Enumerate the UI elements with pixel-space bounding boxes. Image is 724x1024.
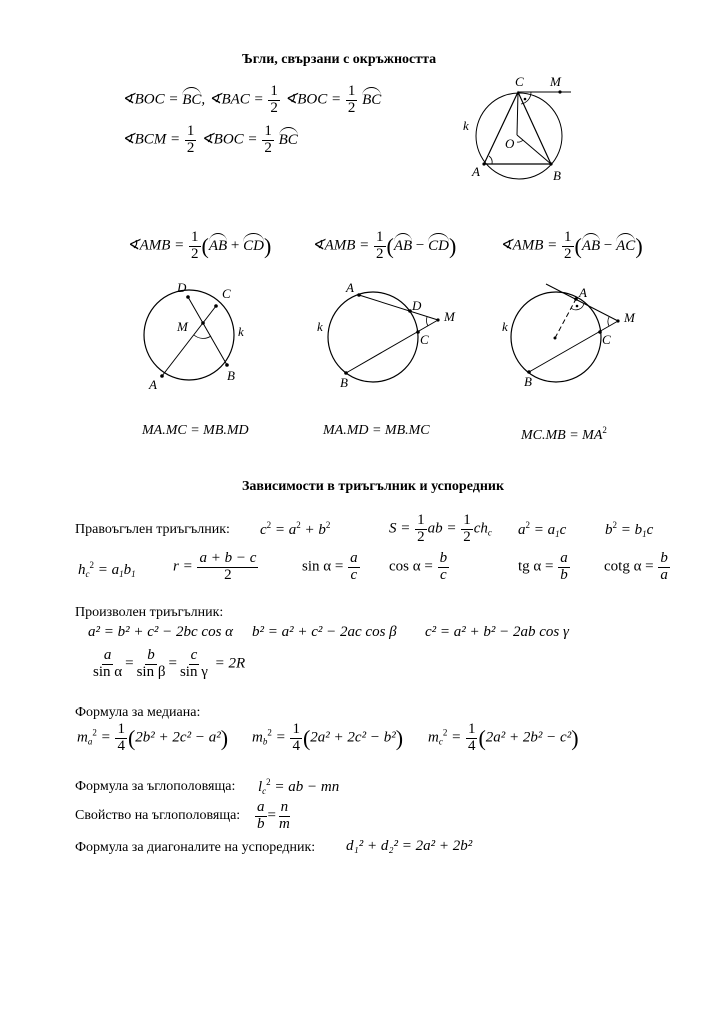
- label-right-triangle: Правоъгълен триъгълник:: [75, 522, 230, 537]
- formula-text: = 2R: [214, 655, 246, 672]
- fraction-half: [262, 124, 274, 157]
- arc-bc: BC: [182, 91, 202, 108]
- formula-text: + b: [300, 522, 326, 538]
- formula-area: [389, 513, 492, 546]
- formula-text: S =: [389, 520, 411, 537]
- label-c: C: [222, 286, 231, 301]
- angle-mark-m: [608, 317, 609, 326]
- formula-inradius: [173, 551, 259, 584]
- formula-text: ∢BOC =: [284, 91, 342, 108]
- label-arbitrary-triangle: Произволен триъгълник:: [75, 605, 224, 620]
- subscript: 1: [119, 569, 124, 579]
- formula-tg: [518, 551, 571, 584]
- exponent: 2: [442, 727, 448, 738]
- fraction-half: [374, 230, 386, 263]
- numerator: 1: [191, 229, 199, 245]
- chord-db: [188, 297, 227, 365]
- fraction: [277, 800, 292, 833]
- fraction-half: [415, 513, 427, 546]
- var: c: [646, 522, 654, 538]
- formula-text: 2b² + 2c² − a²: [135, 729, 221, 746]
- subscript: c: [438, 736, 443, 747]
- exponent: 2: [602, 425, 607, 435]
- denominator: 2: [264, 139, 272, 156]
- label-k: k: [463, 118, 469, 133]
- point-d: [186, 295, 190, 299]
- equals: =: [447, 729, 462, 746]
- subscript: c: [262, 786, 267, 796]
- fraction: [290, 722, 302, 755]
- equals: =: [168, 655, 177, 672]
- fraction: [135, 648, 168, 681]
- circle-k: [476, 93, 562, 179]
- denominator: 2: [347, 99, 356, 116]
- diagram-tangent-secant: [490, 275, 650, 395]
- label-a: A: [149, 377, 157, 392]
- formula-bisector-property: [254, 800, 293, 833]
- denominator: sin β: [136, 663, 166, 680]
- subscript: 1: [131, 569, 136, 579]
- numerator: 1: [292, 721, 300, 737]
- formula-text: = ab − mn: [270, 779, 340, 795]
- var: b: [605, 522, 613, 538]
- formula-text: 2a² + 2c² − b²: [310, 729, 396, 746]
- chord-ac: [162, 306, 216, 376]
- numerator: b: [660, 550, 668, 566]
- point-a: [574, 297, 578, 301]
- label-c: C: [602, 332, 611, 347]
- formula-tangent-chord: [122, 124, 298, 157]
- var: b: [123, 562, 132, 578]
- exponent: 2: [92, 727, 97, 738]
- numerator: 1: [347, 83, 356, 99]
- point-m: [201, 321, 205, 325]
- formula-cosine-law-b: b² = a² + c² − 2ac cos β: [252, 624, 397, 640]
- angle-dot: [524, 98, 527, 101]
- label-m: M: [624, 310, 635, 325]
- fraction: [197, 551, 258, 584]
- fraction-half: [562, 230, 574, 263]
- denominator: 4: [467, 737, 476, 754]
- formula-cosine-law-c: c² = a² + b² − 2ab cos γ: [425, 624, 569, 640]
- formula-parallelogram: d₁² + d₂² = 2a² + 2b²: [346, 838, 473, 854]
- formula-text: 2a² + 2b² − c²: [485, 729, 572, 746]
- fraction: [178, 648, 210, 681]
- fraction: [558, 551, 570, 584]
- exponent: 2: [266, 777, 271, 787]
- denominator: 2: [186, 139, 195, 156]
- comma: ,: [201, 91, 206, 108]
- angle-mark-o: [517, 140, 523, 142]
- denominator: b: [560, 566, 568, 583]
- denominator: sin γ: [179, 663, 208, 680]
- arc-ab: AB: [393, 237, 413, 254]
- formula-text: ∢AMB =: [312, 237, 370, 254]
- exponent: 2: [612, 520, 617, 530]
- numerator: 1: [270, 83, 278, 99]
- formula-secants-angle: ∢AMB = $\frac{1}{2}$ (AB − CD): [312, 229, 457, 262]
- formula-text: ∢BCM =: [122, 131, 181, 148]
- label-parallelogram: Формула за диагоналите на успоредник:: [75, 840, 316, 855]
- label-k: k: [317, 319, 323, 334]
- operator: −: [415, 237, 425, 254]
- exponent: 2: [325, 520, 331, 530]
- formula-pythagoras: [260, 520, 330, 539]
- var: h: [78, 562, 86, 578]
- formula-sin: [302, 551, 361, 584]
- var: c: [260, 522, 267, 538]
- fraction: [466, 722, 478, 755]
- label-m: M: [177, 319, 188, 334]
- var: l: [258, 779, 263, 795]
- subscript: 1: [642, 529, 647, 539]
- denominator: 2: [224, 566, 232, 583]
- numerator: 1: [376, 229, 384, 245]
- center-point: [554, 337, 557, 340]
- formula-text: tg α =: [518, 558, 554, 575]
- numerator: b: [439, 550, 448, 566]
- point-c: [214, 304, 218, 308]
- point-b: [225, 363, 229, 367]
- arc-bc: BC: [278, 131, 298, 148]
- numerator: 1: [117, 721, 125, 737]
- fraction: [255, 800, 267, 833]
- operator: −: [603, 237, 613, 254]
- formula-text: ∢AMB =: [127, 237, 185, 254]
- formula-text: = b: [617, 522, 643, 538]
- section-title-circle-angles: Ъгли, свързани с окръжността: [242, 52, 437, 67]
- arc-ab: AB: [208, 237, 228, 254]
- label-c: C: [515, 74, 524, 89]
- formula-text: = a: [94, 562, 120, 578]
- numerator: 1: [564, 229, 572, 245]
- formula-bisector: [258, 777, 339, 796]
- formula-sine-law: [90, 648, 245, 681]
- formula-text: cos α =: [389, 558, 433, 575]
- fraction: [438, 551, 450, 584]
- diagram-two-secants: [310, 275, 470, 395]
- formula-cotg: [604, 551, 671, 584]
- subscript: c: [487, 527, 492, 538]
- subscript: a: [87, 736, 93, 747]
- arc-bc: BC: [362, 91, 382, 108]
- label-b: B: [227, 368, 235, 383]
- numerator: c: [190, 647, 198, 663]
- circle-k: [144, 290, 234, 380]
- var: m: [252, 729, 263, 746]
- formula-text: cotg α =: [604, 558, 654, 575]
- label-d: D: [177, 280, 187, 295]
- numerator: a: [257, 799, 265, 815]
- denominator: m: [278, 815, 290, 832]
- subscript: 1: [555, 529, 560, 539]
- formula-a-squared: [518, 520, 566, 539]
- fraction: [115, 722, 127, 755]
- formula-text: ∢BOC =: [122, 91, 179, 108]
- formula-text: = a: [271, 522, 297, 538]
- denominator: c: [439, 566, 447, 583]
- formula-height-squared: [78, 560, 136, 579]
- denominator: b: [257, 815, 265, 832]
- label-k: k: [502, 319, 508, 334]
- point-a: [160, 374, 164, 378]
- exponent: 2: [89, 560, 94, 570]
- denominator: c: [350, 566, 358, 583]
- label-o: O: [505, 136, 515, 151]
- numerator: 1: [186, 123, 195, 139]
- product-tangent: [521, 425, 607, 444]
- numerator: 1: [467, 721, 476, 737]
- fraction-half: [189, 230, 201, 263]
- exponent: 2: [267, 727, 272, 738]
- numerator: a: [560, 550, 568, 566]
- denominator: a: [660, 566, 668, 583]
- operator: +: [230, 237, 240, 254]
- label-median: Формула за медиана:: [75, 705, 201, 720]
- denominator: 2: [191, 245, 199, 262]
- formula-tangent-secant-angle: ∢AMB = $\frac{1}{2}$ (AB − AC): [500, 229, 643, 262]
- denominator: 2: [270, 99, 278, 116]
- diagram-intersecting-chords: [135, 275, 270, 395]
- product-chords: MA.MC = MB.MD: [142, 423, 249, 438]
- formula-text: ab =: [427, 520, 457, 537]
- formula-text: ∢BOC =: [201, 131, 258, 148]
- section-title-triangle-relations: Зависимости в триъгълник и успоредник: [242, 479, 505, 494]
- formula-median-a: $m_a^2$ = $\frac{1}{4}$ (2b² + 2c² − a²): [77, 721, 229, 754]
- subscript: c: [85, 569, 90, 579]
- arc-cd: CD: [243, 237, 264, 254]
- fraction-half: [346, 84, 358, 117]
- label-m: M: [550, 74, 561, 89]
- point-a: [482, 162, 485, 165]
- denominator: 4: [292, 737, 300, 754]
- point-m: [616, 319, 619, 322]
- label-k: k: [238, 324, 244, 339]
- var: m: [77, 729, 88, 746]
- label-c: C: [420, 332, 429, 347]
- angle-mark-a: [489, 156, 492, 164]
- numerator: 1: [417, 512, 425, 528]
- circle-k: [328, 292, 418, 382]
- label-a: A: [579, 285, 587, 300]
- denominator: 2: [564, 245, 572, 262]
- point-a: [357, 293, 361, 297]
- right-angle-dot: [576, 305, 579, 308]
- subscript: b: [262, 736, 268, 747]
- formula-inscribed-central: [122, 84, 381, 117]
- fraction-half: [461, 513, 473, 546]
- var: a: [518, 522, 526, 538]
- denominator: 2: [376, 245, 384, 262]
- radius-ob: [517, 135, 551, 164]
- product-secants: MA.MD = MB.MC: [323, 423, 430, 438]
- formula-text: ch: [473, 520, 488, 537]
- equals: =: [267, 807, 276, 824]
- denominator: 2: [417, 528, 425, 545]
- label-a: A: [472, 164, 480, 179]
- equals: =: [271, 729, 286, 746]
- fraction: [91, 648, 124, 681]
- point-b: [549, 162, 552, 165]
- angle-mark-amb: [194, 335, 211, 338]
- numerator: 1: [264, 123, 272, 139]
- formula-median-c: $m_c^2$ = $\frac{1}{4}$ (2a² + 2b² − c²): [428, 721, 579, 754]
- denominator: sin α: [93, 663, 123, 680]
- arc-cd: CD: [428, 237, 449, 254]
- formula-cosine-law-a: a² = b² + c² − 2bc cos α: [88, 624, 234, 640]
- angle-mark-m: [426, 317, 428, 326]
- formula-text: sin α =: [302, 558, 344, 575]
- equals: =: [96, 729, 111, 746]
- arc-ac: AC: [616, 237, 636, 254]
- fraction-half: [185, 124, 197, 157]
- var: m: [428, 729, 439, 746]
- label-b: B: [340, 375, 348, 390]
- exponent: 2: [266, 520, 272, 530]
- formula-median-b: $m_b^2$ = $\frac{1}{4}$ (2a² + 2c² − b²): [252, 721, 404, 754]
- formula-text: = a: [530, 522, 556, 538]
- point-m: [436, 318, 439, 321]
- label-a: A: [346, 280, 354, 295]
- product-text: MC.MB = MA: [521, 428, 603, 443]
- numerator: a: [103, 647, 112, 663]
- arc-ab: AB: [581, 237, 601, 254]
- label-b: B: [553, 168, 561, 183]
- formula-chords-angle: ∢AMB = $\frac{1}{2}$ (AB + CD): [127, 229, 272, 262]
- numerator: n: [280, 799, 289, 815]
- diagram-inscribed-angle: [455, 70, 585, 185]
- fraction: [658, 551, 670, 584]
- fraction: [348, 551, 360, 584]
- label-m: M: [444, 309, 455, 324]
- formula-b-squared: [605, 520, 653, 539]
- denominator: 2: [463, 528, 471, 545]
- exponent: 2: [296, 520, 301, 530]
- formula-text: ∢BAC =: [208, 91, 264, 108]
- formula-text: r =: [173, 558, 193, 575]
- radius-dashed: [555, 299, 576, 338]
- radius-oc: [517, 92, 518, 135]
- label-bisector-formula: Формула за ъглополовяща:: [75, 779, 236, 794]
- label-bisector-property: Свойство на ъглополовяща:: [75, 808, 241, 823]
- numerator: 1: [463, 512, 471, 528]
- formula-text: ∢AMB =: [500, 237, 558, 254]
- secant-ma: [359, 295, 438, 320]
- denominator: 4: [117, 737, 125, 754]
- fraction-half: [268, 84, 280, 117]
- label-b: B: [524, 374, 532, 389]
- formula-cos: [389, 551, 450, 584]
- exponent: 2: [525, 520, 530, 530]
- var: c: [559, 522, 567, 538]
- equals: =: [125, 655, 134, 672]
- label-d: D: [412, 298, 422, 313]
- numerator: b: [147, 647, 155, 663]
- numerator: a: [350, 550, 358, 566]
- point-m: [558, 90, 561, 93]
- numerator: a + b − c: [199, 550, 257, 566]
